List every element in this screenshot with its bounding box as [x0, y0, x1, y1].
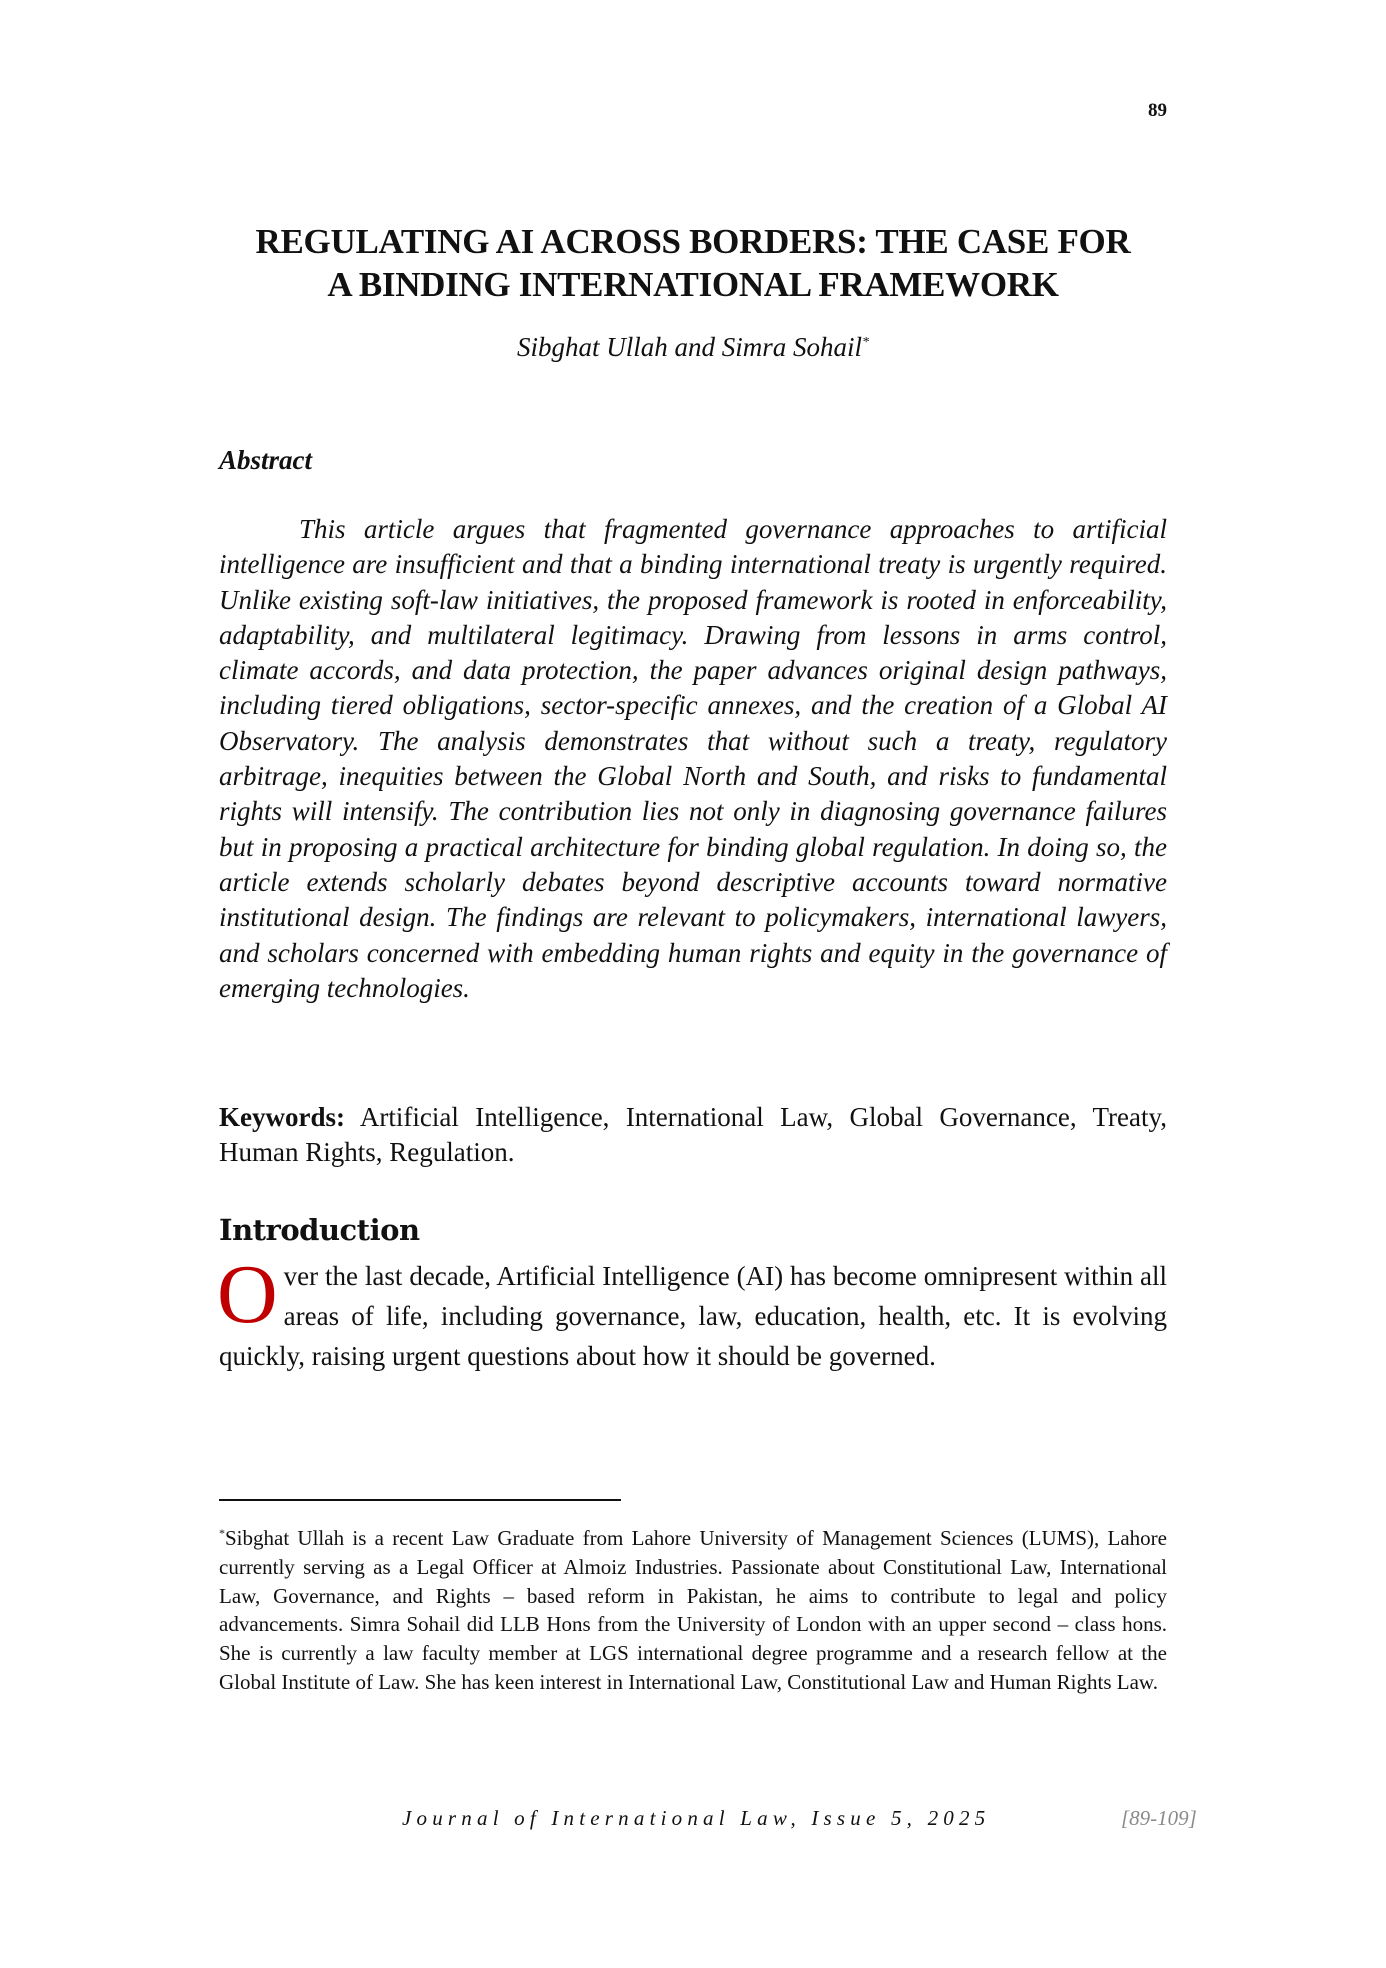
keywords	[219, 1100, 1167, 1170]
title-line-2: A BINDING INTERNATIONAL FRAMEWORK	[327, 265, 1059, 304]
introduction-heading: Introduction	[219, 1213, 420, 1247]
footer-page-range: [89-109]	[1121, 1806, 1197, 1830]
article-title	[200, 220, 1186, 306]
footer-journal-name: Journal of International Law, Issue 5, 2025	[402, 1806, 991, 1830]
abstract-heading: Abstract	[219, 445, 313, 475]
keywords-value: Artificial Intelligence, International Law, Global Governance, Treaty, Human Rights, Regulation.	[219, 1102, 1167, 1167]
introduction-text: ver the last decade, Artificial Intelligence (AI) has become omnipresent within all areas of life, including governance, law, education, health, etc. It is evolving quickly, raising urgent questions about how it should be governed.	[219, 1261, 1167, 1371]
drop-cap: O	[217, 1248, 278, 1341]
introduction-body	[217, 1248, 1167, 1376]
keywords-label: Keywords:	[219, 1102, 345, 1132]
abstract-body: This article argues that fragmented governance approaches to artificial intelligence are insufficient and that a binding international treaty is urgently required. Unlike existing soft-law initiatives, the proposed framework is rooted in enforceability, adaptability, and multilateral legitimacy. Drawing from lessons in arms control, climate accords, and data protection, the paper advances original design pathways, including tiered obligations, sector-specific annexes, and the creation of a Global AI Observatory. The analysis demonstrates that without such a treaty, regulatory arbitrage, inequities between the Global North and South, and risks to fundamental rights will intensify. The contribution lies not only in diagnosing governance failures but in proposing a practical architecture for binding global regulation. In doing so, the article extends scholarly debates beyond descriptive accounts toward normative institutional design. The findings are relevant to policymakers, international lawyers, and scholars concerned with embedding human rights and equity in the governance of emerging technologies.	[219, 514, 1167, 1003]
title-line-1: REGULATING AI ACROSS BORDERS: THE CASE FOR	[255, 222, 1131, 261]
author-line	[200, 332, 1186, 363]
author-footnote-mark[interactable]: *	[862, 335, 869, 350]
author-names: Sibghat Ullah and Simra Sohail	[516, 332, 862, 362]
footnote-text: Sibghat Ullah is a recent Law Graduate from Lahore University of Management Sciences (LUMS), Lahore currently serving as a Legal Officer at Almoiz Industries. Passionate about Constitutional Law, International Law, Governance, and Rights – based reform in Pakistan, he aims to contribute to legal and policy advancements. Simra Sohail did LLB Hons from the University of London with an upper second – class hons. She is currently a law faculty member at LGS international degree programme and a research fellow at the Global Institute of Law. She has keen interest in International Law, Constitutional Law and Human Rights Law.	[219, 1526, 1167, 1694]
page-number: 89	[1148, 100, 1167, 121]
footnote-separator	[219, 1499, 621, 1501]
author-footnote	[219, 1519, 1167, 1697]
footnote-mark: *	[219, 1526, 225, 1540]
